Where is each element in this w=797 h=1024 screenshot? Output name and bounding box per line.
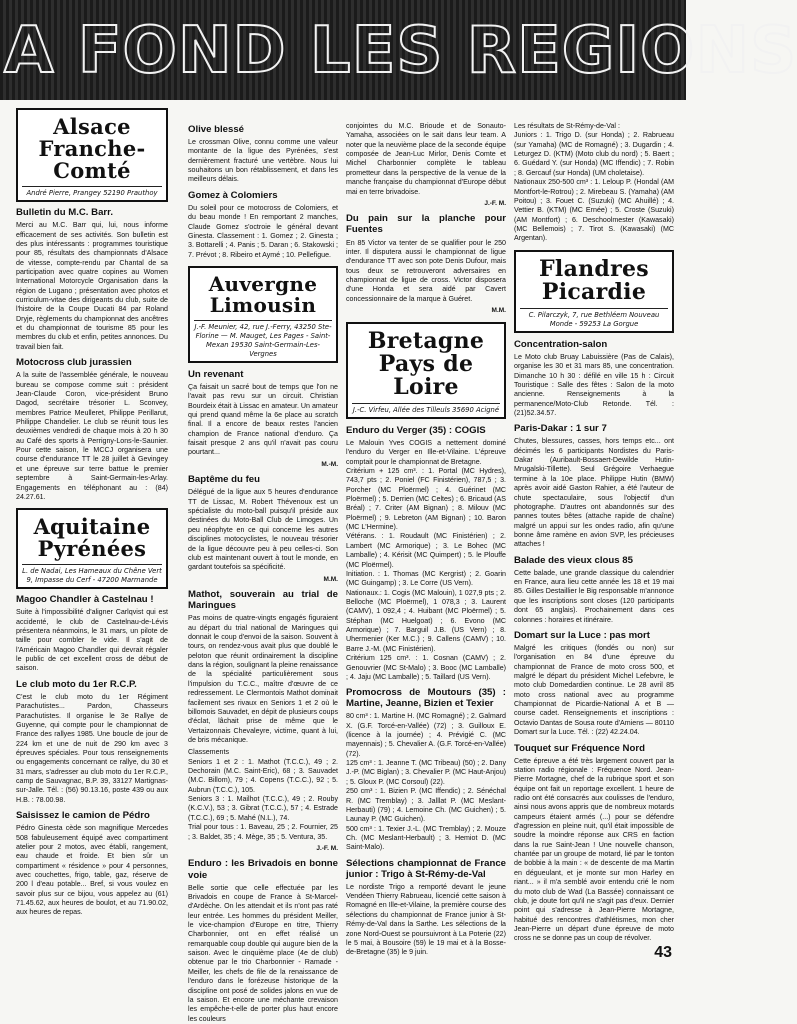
article-body: Cette épreuve a été très largement couvert par la station radio régionale : Fréquence Nord. Jean-Pierre Mortagne, chef de la rubrique sport et son équipe ont fait un reportage excellent. 1 heure de radio ont été consacrés aux coulisses de l'enduro, ainsi nous avons appris que de nombreux motards campeurs étaient armés (...) pour se défendre d'agression en pleine nuit, qu'il était impossible de soudre la moindre réponse aux CRS en faction dans la rue Saint-Jean ! Une nouvelle chanson, chantée par un groupe de motard, lié par le tonton de bobbie à la main : « de descente de ma Martin en dégueulant, et je monte sur mon Harley en riant... » il m'a semblé avoir entendu crié le nom du moto club de Wad (La Bassée) connaissant ce club, je doute fort qu'il ne s'agit pas d'eux. Dernier point qui s'adresse à Jean-Pierre Mortagne, habitué des rencontres d'athlétismes, mon cher Jean-Pierre un départ d'une épreuve de moto cross ne se donne pas un coup de révolver. xyxy=(514,756,674,943)
article-heading: Enduro : les Brivadois en bonne voie xyxy=(188,858,338,881)
region-box-aquitaine xyxy=(16,508,168,589)
article-heading: Le club moto du 1er R.C.P. xyxy=(16,678,137,690)
article-heading: Domart sur la Luce : pas mort xyxy=(514,629,650,641)
article-body: Délégué de la ligue aux 5 heures d'endurance TT de Lissac, M. Robert Thévenoux est un spécialiste du moto-ball puisqu'il préside aux destinées du Moto-Ball Club de Limoges. Un peu néophyte en ce qui concerne les autres disciplines motocyclistes, le nouveau trésorier de la ligue découvre peu à peu celles-ci. Son club est maintenant ouvert à tout le monde, en gardant toutefois sa spécificité. xyxy=(188,488,338,572)
column-4 xyxy=(514,108,674,960)
article-body: Malgré les critiques (fondés ou non) sur l'organisation en 84 d'une épreuve du championnat de France de moto cross 500, et malgré le départ du président Michel Lefebvre, le moto club Domedardien continue. Le 28 avril 85 moto cross national avec au programme Championnat de Picardie-National A et B — course cadet. Renseignements et inscriptions : Octavio Dantas de Sousa route d'Amiens — 80110 Domart sur la Luce. Tél. : (22) 42.24.04. xyxy=(514,643,674,737)
page-number: 43 xyxy=(654,944,672,961)
region-address: J.-F. Meunier, 42, rue J.-Ferry, 43250 Ste-Florine — M. Mauget, Les Pages - Saint-Mexan 19530 Saint-Germain-Les-Vergnes xyxy=(194,320,332,361)
article-heading: Mathot, souverain au trial de Maringues xyxy=(188,589,338,612)
region-box-bretagne xyxy=(346,322,506,419)
article-body: Pas moins de quatre-vingts engagés figuraient au départ du trial national de Maringues qui donnait le coup d'envoi de la saison. Souvent à tours, on rendez-vous avait plus que doublé le peloton que réunit ordinairement la discipline dans la région, soulignant la pleine renaissance de la spécialité particulièrement sous l'impulsion du T.C.C., maître d'œuvre de ce redressement. Le Clermontois Mathot dominait facilement ses rivaux en Seniors 1 et 2 où le billomois Sauvadet, en dépit de plusieurs coups d'éclat, lâchait prise de même que le Vertaizonnais Chevaleyre, victime, quant à lui, de bris mécanique. xyxy=(188,614,338,744)
article-body: Suite à l'impossibilité d'aligner Carlqvist qui est accidenté, le club de Castelnau-de-Lévis présentera néanmoins, le 31 mars, un pilote de taille pour combler le vide. Il s'agit de l'Américain Magoo Chandler qui devrait régaler le public de cet excellent cross de début de saison. xyxy=(16,608,168,673)
article-heading: Balade des vieux clous 85 xyxy=(514,554,633,566)
region-box-flandres xyxy=(514,250,674,333)
article-body: Belle sortie que celle effectuée par les Brivadois en coupe de France à St-Marcel-d'Ardèche. On les attendait et ils n'ont pas raté leur entrée. Les hommes du président Meiller, le vice-champion d'Europe en titre, Thierry Charbonnier, ont en effet réalisé un remarquable coup double qui augure bien de la saison. Avec le cinquième place (4e de club) obtenue par le trio Charbonnier - Ramade - Meiller, les chefs de file de la renaissance de l'enduro dans le forézeuse historique de la discipline ont posé de solides jalons en vue de la saison. Et encore une méchante crevaison les empêche-t-elle de porter plus haut encore les couleurs xyxy=(188,883,338,1023)
article-body: Chutes, blessures, casses, hors temps etc... ont décimés les 6 participants Nordistes du Paris-Dakar (Auribault-Bossaert-Dewilde Hutin-Mrugalski-Tillette). Seul Grégoire Verhaegue termine à la 10e place. Philippe Hutin (BMW) après avoir aidé Gaston Rahier, a été l'auteur de chute spectaculaire, sous l'objectif d'un photographe. D'autres ont abandonnés sur des pannes toutes bêtes (attache rapide de chaîne) malgré un appui sur les ondes radio, afin qu'une bonne âme ramène en avion SVP, les précieuses attaches ! xyxy=(514,437,674,549)
article-heading: Saisissez le camion de Pédro xyxy=(16,810,150,822)
article-body: Le crossman Olive, connu comme une valeur montante de la ligue des Pyrénées, s'est dernièrement fracturé une vertèbre. Nous lui souhaitons un bon rétablissement, et dans les meilleurs délais. xyxy=(188,138,338,184)
article-heading: Motocross club jurassien xyxy=(16,357,132,369)
article-signature: M.M. xyxy=(323,575,338,583)
article-body: Le Moto club Bruay Labuissière (Pas de Calais), organise les 30 et 31 mars 85, une concentration. Dimanche 10 h 30 : défilé en ville 15 h : Circuit Touristique : Salle des fêtes : Salon de la moto ancienne. Renseignements à la permanence/Moto-Club Retonde. Tél. : (21)52.34.57. xyxy=(514,352,674,417)
article-body: Ça faisait un sacré bout de temps que l'on ne l'avait pas revu sur un circuit. Christian Bourdeix était à Lissac en amateur. Un amateur qui prend quand même la 6e place au scratch final. Il a encore de beaux restes l'ancien champion de France national d'enduro. Ça faisait presque 2 ans qu'il n'avait pas couru pourtant... xyxy=(188,382,338,457)
article-signature: M.M. xyxy=(491,307,506,315)
region-address: L. de Nadai, Les Hameaux du Chêne Vert 9, Impasse du Cerf - 47200 Marmande xyxy=(22,564,162,587)
page-title: A FOND LES REGIONS xyxy=(4,14,797,88)
article-body: Merci au M.C. Barr qui, lui, nous informe efficacement de ses activités. Son bulletin est des plus intéressants : programmes touristique pour 85, résultats des championnats d'Alsace de vitesse, compte-rendu par Chantal de sa participation avec quatre copines au Women International Motorcycle Organisation dans la région de Lugano ; présentation avec photos et curriculum-vitae des dirigeants du club, suite de l'histoire de la Coupe Ducati 84 par Roland Dryje, règlements du championnat des ancêtres et du championnat de tourisme 85 pour les membres du club et enfin, petites annonces. Du travail bien fait. xyxy=(16,221,168,351)
article-heading: Concentration-salon xyxy=(514,338,608,350)
article-body: C'est le club moto du 1er Régiment Parachutistes... Pardon, Chasseurs Parachutistes. Il organise le 3e Rallye de Guyenne, qui compte pour le championnat de France des rallyes 1985. Une boucle de jour de 224 km et une de nuit de 290 km avec 3 épreuves spéciales. Pour tous renseignements ou engagements concernant ce rallye, du 30 et 31 mars, s'adresser au club moto du 1er R.C.P., camp de Sauvagnac, B.P. 39, 33127 Martignas-sur-Jalle. Tél. : (56) 90.13.16, poste 439 ou aux H.B. : 78.00.98. xyxy=(16,692,168,804)
article-body: Du soleil pour ce motocross de Colomiers, et du beau monde ! En remportant 2 manches, Claude Gomez s'octroie le général devant Ginesta. Classement : 1. Gomez ; 2. Ginesta ; 3. Bottarelli ; 4. Panis ; 5. Daran ; 6. Stakowski ; 7. Prévot ; 8. Ribeiro et Aymé ; 10. Pellefigue. xyxy=(188,203,338,259)
article-body: Le nordiste Trigo a remporté devant le jeune Vendéen Thierry Rabrueau, licencié cette saison à Romagné en Ille-et-Vilaine, la première course des sélections du championnat de France junior à St-Rémy-de-Val dans la Sarthe. Les sélections de la zone Nord-Ouest se poursuivront à La Poterie (22) le 5 mai, à Bousoire (59) le 19 mai et à la Bosse-de-Bretagne (35) le 9 juin. xyxy=(346,882,506,957)
region-title: Flandres Picardie xyxy=(539,255,649,305)
article-heading: Magoo Chandler à Castelnau ! xyxy=(16,594,154,606)
article-body: Les résultats de St-Rémy-de-Val : Juniors : 1. Trigo D. (sur Honda) ; 2. Rabrueau (sur Yamaha) (MC de Romagné) ; 3. Dugardin ; 4. Leturgez D. (KTM) (Moto club du nord) ; 5. Baert ; 6. Guédard Y. (sur Honda) (MC Iffendic) ; 7. Robin ; 8. Gercauf (sur Honda) (UM choletaise). Nationaux 250-500 cm³ : 1. Leloup P. (Hondal (AM Montfort-le-Rotrou) ; 2. Mirebeau S. (Yamaha) (AM Poitou) ; 3. Fouet C. (Suzuki) (MC Ahuillé) ; 4. Vettier B. (KTM) (MC Ernée) ; 5. Croste (Suzuki) (AM Montfort) ; 6. Deschoolmester (Kawasaki) (MC Bellemois) ; 7. Tirot S. (Kawasaki) (MC Argentan). xyxy=(514,122,674,243)
column-1 xyxy=(16,108,168,960)
region-title: Auvergne Limousin xyxy=(208,272,318,318)
article-body: Le Malouin Yves COGIS a nettement dominé l'enduro du Verger en Ille-et-Vilaine. L'épreuve comptait pour le championnat de Bretagne. Critérium + 125 cm³. : 1. Portal (MC Hydres), 743,7 pts ; 2. Poniel (FC Finistérien), 787,5 ; 3. Porcher (MC Ploërmel) ; 4. Guérinet (MC Ploërmel) ; 5. Derrien (MC Celtes) ; 6. Bricaud (AS Bréal) ; 7. Criter (AM Bignan) ; 8. Milouv (MC Ploërmel) ; 9. Lebreton (AM Bignan) ; 10. Baron (MC L'Hermine). Vétérans. : 1. Roudault (MC Finistérien) ; 2. Lambert (MC Armorique) ; 3. Le Bohec (MC Lamballe) ; 4. Kérisit (MC Quimpert) ; 5. le Plouffe (MC Ploërmel). Initiation. : 1. Thomas (MC Kergrist) ; 2. Goarin (MC Guingamp) ; 3. Le Corre (US Vern). Nationaux.: 1. Cogis (MC Malouin), 1 027,9 pts ; 2. Belloche (MC Ploërmel), 1 078,3 ; 3. Laurent (CAMV), 1 092,4 ; 4. Huibant (MC Ploërmel) ; 5. Stéphan (MC Huelgoat) ; 6. Evono (MC Armorique) ; 7. Barguil J.B. (US Vern) ; 8. Uhermenier (Ker M.C.) ; 9. Callens (CAMV) ; 10. Barre J.-M. (MC Finistérien). Critérium 125 cm³. : 1. Cosnan (CAMV) ; 2. Genouvrier (MC St-Malo) ; 3. Booc (MC Lamballe) ; 4. Jaju (MC Lamballe) ; 5. Taillard (US Vern). xyxy=(346,438,506,681)
article-signature: M.-M. xyxy=(321,460,338,468)
article-heading: Gomez à Colomiers xyxy=(188,189,278,201)
article-heading: Olive blessé xyxy=(188,124,244,135)
region-box-alsace xyxy=(16,108,168,202)
article-heading: Touquet sur Fréquence Nord xyxy=(514,742,645,754)
region-title: Alsace Franche-Comté xyxy=(38,114,146,184)
region-address: André Pierre, Prangey 52190 Prauthoy xyxy=(22,186,162,200)
article-heading: Baptême du feu xyxy=(188,474,260,486)
article-signature: J.-F. M. xyxy=(316,844,338,852)
article-body: Cette balade, une grande classique du calendrier en France, aura lieu cette année les 18 et 19 mai 85. Gilles Destaillier le Big responsable m'annonce que les inscriptions sont closes (120 participants dont 65 anglais). Prochainement dans ces colonnes : horaires et itinéraire. xyxy=(514,568,674,624)
region-title: Bretagne Pays de Loire xyxy=(367,327,485,400)
region-box-auvergne xyxy=(188,266,338,363)
column-2 xyxy=(188,108,338,1023)
column-3 xyxy=(346,108,506,960)
article-heading: Du pain sur la planche pour Fuentes xyxy=(346,213,506,236)
page-header xyxy=(0,0,797,100)
region-address: J.-C. Virfeu, Allée des Tilleuls 35690 Acigné xyxy=(352,403,500,417)
results-list: Classements Seniors 1 et 2 : 1. Mathot (T.C.C.), 49 ; 2. Dechorain (M.C. Saint-Eric), 68 ; 3. Sauvadet (M.C. Billom), 79 ; 4. Copens (T.C.C.), 92 ; 5. Aubrun (T.C.C.), 105. Seniors 3 : 1. Mailhot (T.C.C.), 49 ; 2. Rouby (K.C.V.), 53 ; 3. Gibrat (T.C.C.), 57 ; 4. Estrade (T.C.C.), 69 ; 5. Mahé (N.L.), 74. Trial pour tous : 1. Baveau, 25 ; 2. Fournier, 25 ; 3. Baldet, 35 ; 4. Mège, 35 ; 5. Ventura, 35. xyxy=(188,748,338,841)
article-heading: Sélections championnat de France junior : Trigo à St-Rémy-de-Val xyxy=(346,857,506,880)
article-body: conjointes du M.C. Brioude et de Sonauto-Yamaha, associées on le sait dans leur team. A noter que la neuvième place de la seconde équipe composée de Jean-Luc Mirlor, Denis Comte et Michel Charbonnier complète le tableau prometteur dans la perspective de la venue de la manche française du championnat d'Europe début mai en terre brivadoise. xyxy=(346,122,506,196)
article-body: En 85 Victor va tenter de se qualifier pour le 250 inter. Il disputera aussi le championnat de ligue d'endurance TT avec son pote Denis Dufour, mais tous deux se retrouveront adversaires en championnat de ligue de cross. Victor disposera d'une Honda et sera aidé par Cavert concessionnaire de la marque à Guéret. xyxy=(346,238,506,303)
article-body: Pédro Ginesta cède son magnifique Mercedes 508 fabuleusement équipé avec compartiment atelier pour 2 motos, avec établi, rangement, eau chaude et froide. Et bien sûr un compartiment « résidence » pour 4 personnes, avec couchettes, frigo, table, gaz, réserve de 200 l d'eau potable... Bref, si vous voulez en savoir plus sur ce bijou, vous appelez au (61) 71.45.62, aux heures de boulot, et au 71.90.02, aux heures de repas. xyxy=(16,824,168,917)
article-heading: Bulletin du M.C. Barr. xyxy=(16,207,114,219)
article-heading: Promocross de Moutours (35) : Martine, Jeanne, Bizien et Texier xyxy=(346,687,506,710)
article-body: A la suite de l'assemblée générale, le nouveau bureau se compose comme suit : président Jean-Claude Coron, vice-président Bruno Dagod, secrétaire trésorier L. Sconvey, membres Patrice Meulleret, Philippe Perillarut, Philippe Chandelier. Le club se réunit tous les deuxièmes vendredi de chaque mois à 20 h 30 au Café des sports à Perrigny-Lons-le-Saunier. Pour cette saison, le MCCJ organisera une course d'endurance TT le 28 juillet à Gevingey et une épreuve sur terre battue le premier septembre à Saint-Germain-les-Arlay. Engagements en téléphonant au : (84) 24.27.61. xyxy=(16,371,168,501)
article-body: 80 cm³ : 1. Martine H. (MC Romagné) ; 2. Galmard X. (G.F. Torcé-en-Vallée) (72) ; 3. Guilloux E. (licence à la journée) ; 4. Prévigié C. (MC mayennais) ; 5. Chevalier A. (G.F. Torcé-en-Vallée) (72). 125 cm³ : 1. Jeanne T. (MC Tribeau) (50) ; 2. Dany J.-P. (MC Biglan) ; 3. Chevalier P. (MC Haut-Anjou) ; 5. Gloux P. (MC Corsoul) (22). 250 cm³ : 1. Bizien P. (MC Iffendic) ; 2. Sénéchal R. (MC Tremblay) ; 3. Jalllat P. (MC Meslant-Herbauti) (79) ; 4. Lemoine Ch. (MC Guichen) ; 5. Launay P. (MC Guichen). 500 cm³ : 1. Texier J.-L. (MC Tremblay) ; 2. Mouze Ch. (MC Meslant-Herbault) ; 3. Hemiot D. (MC Saint-Malo). xyxy=(346,712,506,852)
region-title: Aquitaine Pyrénées xyxy=(33,514,151,562)
article-heading: Un revenant xyxy=(188,368,244,380)
region-address: C. Pilarczyk, 7, rue Bethléem Nouveau Monde - 59253 La Gorgue xyxy=(520,308,668,331)
article-signature: J.-F. M. xyxy=(484,199,506,207)
article-heading: Enduro du Verger (35) : COGIS xyxy=(346,424,486,436)
article-heading: Paris-Dakar : 1 sur 7 xyxy=(514,423,607,435)
